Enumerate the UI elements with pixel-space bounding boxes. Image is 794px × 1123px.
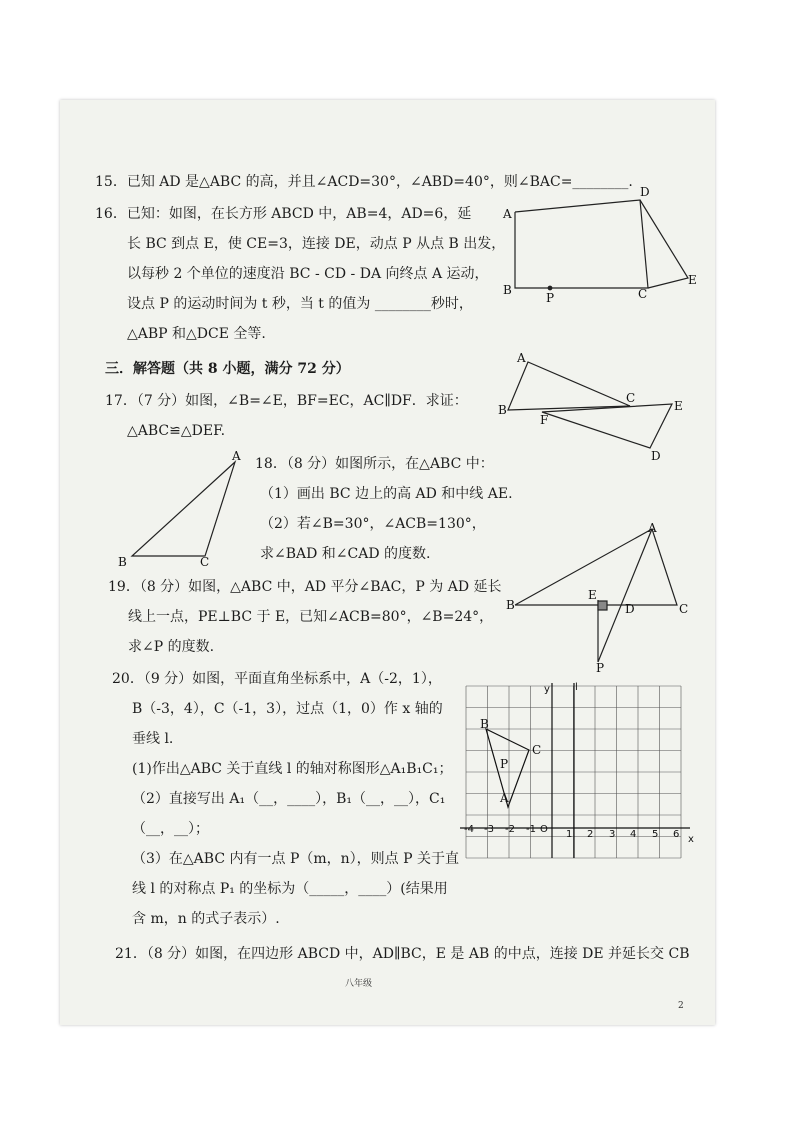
- figure-17: [508, 362, 672, 448]
- fig20-y-label: y: [544, 684, 550, 695]
- fig16-rect: [515, 200, 648, 288]
- question-17-line1: 17．（7 分）如图，∠B=∠E，BF=EC，AC∥DF．求证：: [105, 393, 468, 409]
- fig17-label-a: A: [517, 351, 526, 365]
- question-18-line1: 18．（8 分）如图所示，在△ABC 中：: [255, 456, 494, 472]
- fig20-label-a: A: [500, 791, 509, 805]
- fig17-label-c: C: [626, 391, 636, 405]
- question-16-line5: △ABP 和△DCE 全等.: [127, 326, 266, 342]
- fig19-label-b: B: [506, 598, 515, 612]
- fig20-tick-minus4: -4: [464, 824, 474, 835]
- fig17-label-e: E: [674, 399, 683, 413]
- fig20-tick-4: 4: [630, 829, 637, 840]
- fig20-tick-2: 2: [587, 829, 594, 840]
- question-20-line3: 垂线 l.: [132, 731, 174, 747]
- fig20-label-b: B: [480, 717, 489, 731]
- fig20-label-c: C: [532, 743, 542, 757]
- fig17-triangle-def: [542, 404, 672, 448]
- fig18-label-c: C: [200, 555, 210, 569]
- fig19-right-angle: [598, 601, 607, 610]
- fig19-label-c: C: [679, 602, 689, 616]
- fig17-label-d: D: [651, 449, 661, 463]
- fig18-triangle: [132, 462, 235, 556]
- fig20-tick-minus1: -1: [526, 824, 536, 835]
- fig17-triangle-abc: [508, 362, 630, 410]
- footer-grade: 八年级: [345, 979, 373, 989]
- fig16-label-a: A: [503, 207, 512, 221]
- question-20-line8: 线 l 的对称点 P₁ 的坐标为（_____，____）(结果用: [132, 881, 448, 897]
- fig19-label-a: A: [648, 521, 657, 535]
- question-19-line2: 线上一点，PE⊥BC 于 E，已知∠ACB=80°，∠B=24°，: [128, 609, 494, 625]
- fig20-tick-6: 6: [673, 829, 680, 840]
- question-16-line2: 长 BC 到点 E，使 CE=3，连接 DE，动点 P 从点 B 出发，: [127, 236, 506, 252]
- fig20-tick-3: 3: [609, 829, 616, 840]
- fig18-label-b: B: [118, 555, 127, 569]
- figures-layer: [60, 100, 715, 1025]
- figure-16: [515, 200, 688, 290]
- page-number: 2: [678, 1001, 684, 1011]
- fig20-tick-minus2: -2: [505, 824, 515, 835]
- fig16-label-d: D: [640, 185, 650, 199]
- question-21: 21．（8 分）如图，在四边形 ABCD 中，AD∥BC，E 是 AB 的中点，连接 DE 并延长交 CB: [115, 946, 690, 962]
- fig20-x-label: x: [688, 834, 694, 845]
- question-18-line3: （2）若∠B=30°，∠ACB=130°，: [260, 516, 486, 532]
- question-16-line3: 以每秒 2 个单位的速度沿 BC - CD - DA 向终点 A 运动，: [127, 266, 489, 282]
- fig20-label-p: P: [500, 757, 509, 771]
- question-20-line7: （3）在△ABC 内有一点 P（m，n），则点 P 关于直: [132, 851, 459, 867]
- question-16-line1: 16．已知：如图，在长方形 ABCD 中，AB=4，AD=6，延: [95, 206, 472, 222]
- fig16-label-p: P: [546, 291, 555, 305]
- fig20-tick-5: 5: [652, 829, 659, 840]
- fig16-label-b: B: [503, 283, 512, 297]
- fig20-tick-minus3: -3: [484, 824, 494, 835]
- fig20-tick-1: 1: [566, 829, 573, 840]
- question-19-line3: 求∠P 的度数.: [128, 639, 215, 655]
- question-20-line6: （__，__）；: [132, 821, 209, 837]
- fig16-label-c: C: [638, 287, 648, 301]
- fig16-point-p: [548, 286, 552, 290]
- question-20-line1: 20．（9 分）如图，平面直角坐标系中，A（-2，1），: [112, 671, 442, 687]
- fig16-label-e: E: [688, 273, 697, 287]
- question-20-line9: 含 m，n 的式子表示）.: [132, 911, 280, 927]
- question-18-line2: （1）画出 BC 边上的高 AD 和中线 AE.: [260, 486, 513, 502]
- question-17-line2: △ABC≌△DEF.: [127, 423, 226, 439]
- fig20-origin: O: [540, 824, 548, 835]
- fig17-label-f: F: [540, 413, 549, 427]
- exam-page: [60, 100, 715, 1025]
- question-20-line4: (1)作出△ABC 关于直线 l 的轴对称图形△A₁B₁C₁；: [132, 761, 453, 777]
- fig20-l-label: l: [575, 682, 578, 693]
- question-15: 15．已知 AD 是△ABC 的高，并且∠ACD=30°，∠ABD=40°，则∠BAC=________.: [95, 174, 633, 190]
- question-20-line2: B（-3，4），C（-1，3），过点（1，0）作 x 轴的: [132, 701, 443, 717]
- fig19-label-d: D: [625, 602, 635, 616]
- figure-18: [132, 462, 235, 556]
- fig19-label-e: E: [588, 588, 597, 602]
- question-20-line5: （2）直接写出 A₁（__，____），B₁（__，__），C₁: [132, 791, 446, 807]
- section-3-heading: 三．解答题（共 8 小题，满分 72 分）: [105, 361, 350, 377]
- fig18-label-a: A: [232, 449, 241, 463]
- fig19-label-p: P: [596, 661, 605, 675]
- question-16-line4: 设点 P 的运动时间为 t 秒，当 t 的值为 ________秒时，: [127, 296, 473, 312]
- fig17-label-b: B: [498, 403, 507, 417]
- question-18-line4: 求∠BAD 和∠CAD 的度数.: [260, 546, 431, 562]
- question-19-line1: 19．（8 分）如图，△ABC 中，AD 平分∠BAC，P 为 AD 延长: [108, 579, 502, 595]
- fig19-ap: [598, 529, 652, 662]
